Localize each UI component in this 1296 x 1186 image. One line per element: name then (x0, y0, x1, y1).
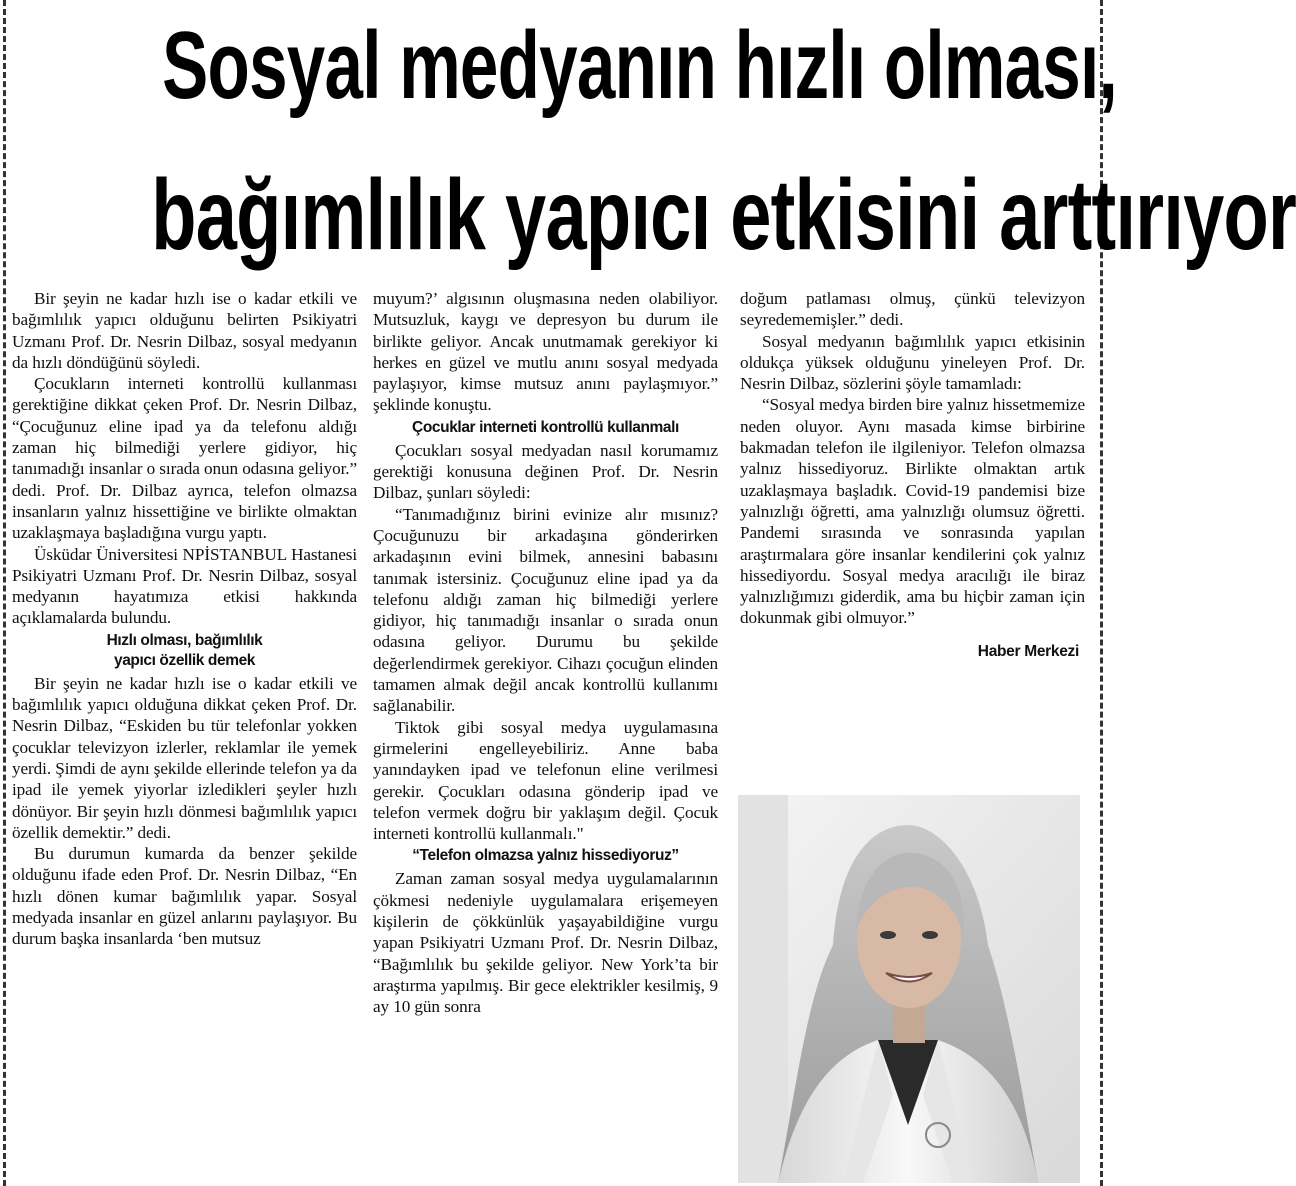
paragraph: Bu durumun kumarda da benzer şekilde olduğunu ifade eden Prof. Dr. Nesrin Dilbaz, “En hızlı dönen kumar bağımlılık yapar. Sosyal medyada insanlar en güzel anlarını paylaşıyor. Bu durum başka insanlarda ‘ben mutsuz (12, 844, 357, 949)
paragraph: “Sosyal medya birden bire yalnız hissetmemize neden oluyor. Aynı masada kimse birbirine bakmadan telefon ile ilgileniyor. Telefon olmazsa yalnız hissediyoruz. Birlikte olmaktan artık uzaklaşmaya başladık. Covid-19 pandemisi bize yalnızlığı öğretti, ama yalnızlığı olumsuz öğretti. Pandemi sırasında ve sonrasında yapılan araştırmalara göre insanlar kendilerini çok yalnız hissediyordu. Sosyal medya aracılığı ile biraz yalnızlığımızı giderdik, ama bu hiçbir zaman için dokunmak gibi olmuyor.” (740, 395, 1085, 628)
article-column-3 (740, 288, 1085, 662)
subheading-line-1: Hızlı olması, bağımlılık (106, 631, 263, 649)
subheading (12, 631, 357, 671)
article-column-1 (12, 288, 357, 950)
portrait-photo (738, 795, 1080, 1183)
paragraph: muyum?’ algısının oluşmasına neden olabiliyor. Mutsuzluk, kaygı ve depresyon bu durum ile birlikte geliyor. Ancak unutmamak gerekiyor ki herkes en güzel ve mutlu anını sosyal medyada paylaşıyor, kimse mutsuz anını paylaşmıyor.” şeklinde konuştu. (373, 289, 718, 415)
paragraph: Bir şeyin ne kadar hızlı ise o kadar etkili ve bağımlılık yapıcı olduğunu belirten Psikiyatri Uzmanı Prof. Dr. Nesrin Dilbaz, sosyal medyanın da hızlı döndüğünü söyledi. (12, 289, 357, 372)
portrait-illustration (738, 795, 1080, 1183)
article-column-2 (373, 288, 718, 1018)
byline: Haber Merkezi (977, 642, 1079, 660)
paragraph: Tiktok gibi sosyal medya uygulamasına girmelerini engelleyebiliriz. Anne baba yanındayken ipad ve telefonun eline verilmesi gerekir. Çocukları odasına gönderip ipad ve telefon vermek doğru bir yaklaşım değil. Çocuk interneti kontrollü kullanmalı." (373, 717, 718, 844)
subheading: “Telefon olmazsa yalnız hissediyoruz” (412, 847, 679, 865)
subheading-line-2: yapıcı özellik demek (113, 651, 256, 669)
subheading: Çocuklar interneti kontrollü kullanmalı (412, 418, 679, 436)
paragraph: Çocukları sosyal medyadan nasıl korumamız gerektiği konusuna değinen Prof. Dr. Nesrin Dilbaz, şunları söyledi: (373, 440, 718, 503)
headline-line-2: bağımlılık yapıcı etkisini arttırıyor (151, 159, 1296, 271)
paragraph: Bir şeyin ne kadar hızlı ise o kadar etkili ve bağımlılık yapıcı olduğuna dikkat çeken Prof. Dr. Nesrin Dilbaz, “Eskiden bu tür telefonlar yokken çocuklar televizyon izlerler, reklamlar ile yemek yerdi. Şimdi de aynı şekilde ellerinde telefon ya da ipad ile yemek yiyorlar izledikleri şeyler hızlı dönüyor. Bir şeyin hızlı dönmesi bağımlılık yapıcı özellik demektir.” dedi. (12, 673, 357, 842)
paragraph: Sosyal medyanın bağımlılık yapıcı etkisinin oldukça yüksek olduğunu yineleyen Prof. Dr. Nesrin Dilbaz, sözlerini şöyle tamamladı: (740, 331, 1085, 394)
paragraph: doğum patlaması olmuş, çünkü televizyon seyredememişler.” dedi. (740, 289, 1085, 330)
paragraph: Çocukların interneti kontrollü kullanması gerektiğine dikkat çeken Prof. Dr. Nesrin Dilbaz, “Çocuğunuz eline ipad ya da telefonu aldığı zaman hiç bilmediği yerlere gidiyor, hiç tanımadığı insanlar o sırada onun odasına geliyor.” dedi. Prof. Dr. Dilbaz ayrıca, telefon olmazsa insanların yalnız hissettiğine ve birlikte olmaktan uzaklaşmaya başladığına vurgu yaptı. (12, 374, 357, 543)
left-dashed-border (3, 0, 6, 1186)
paragraph: “Tanımadığınız birini evinize alır mısınız? Çocuğunuzu bir arkadaşına gönderirken arkadaşının evini bilmek, annesini babasını tanımak istersiniz. Çocuğunuz eline ipad ya da telefonu aldığı zaman hiç bilmediği yerlere gidiyor, hiç tanımadığı insanlar o sırada onun odasına geliyor. Durumu bu şekilde değerlendirmek gerekiyor. Cihazı çocuğun elinden tamamen almak değil ancak kontrollü kullanımı sağlanabilir. (373, 504, 718, 716)
paragraph: Zaman zaman sosyal medya uygulamalarının çökmesi nedeniyle uygulamalara erişemeyen kişilerin de çökkünlük yaşayabildiğine vurgu yapan Psikiyatri Uzmanı Prof. Dr. Nesrin Dilbaz, “Bağımlılık bu şekilde geliyor. New York’ta bir araştırma yapılmış. Bir gece elektrikler kesilmiş, 9 ay 10 gün sonra (373, 869, 718, 1017)
headline-line-1: Sosyal medyanın hızlı olması, (162, 12, 1117, 119)
paragraph: Üsküdar Üniversitesi NPİSTANBUL Hastanesi Psikiyatri Uzmanı Prof. Dr. Nesrin Dilbaz, sosyal medyanın hayatımıza etkisi hakkında açıklamalarda bulundu. (12, 544, 357, 628)
